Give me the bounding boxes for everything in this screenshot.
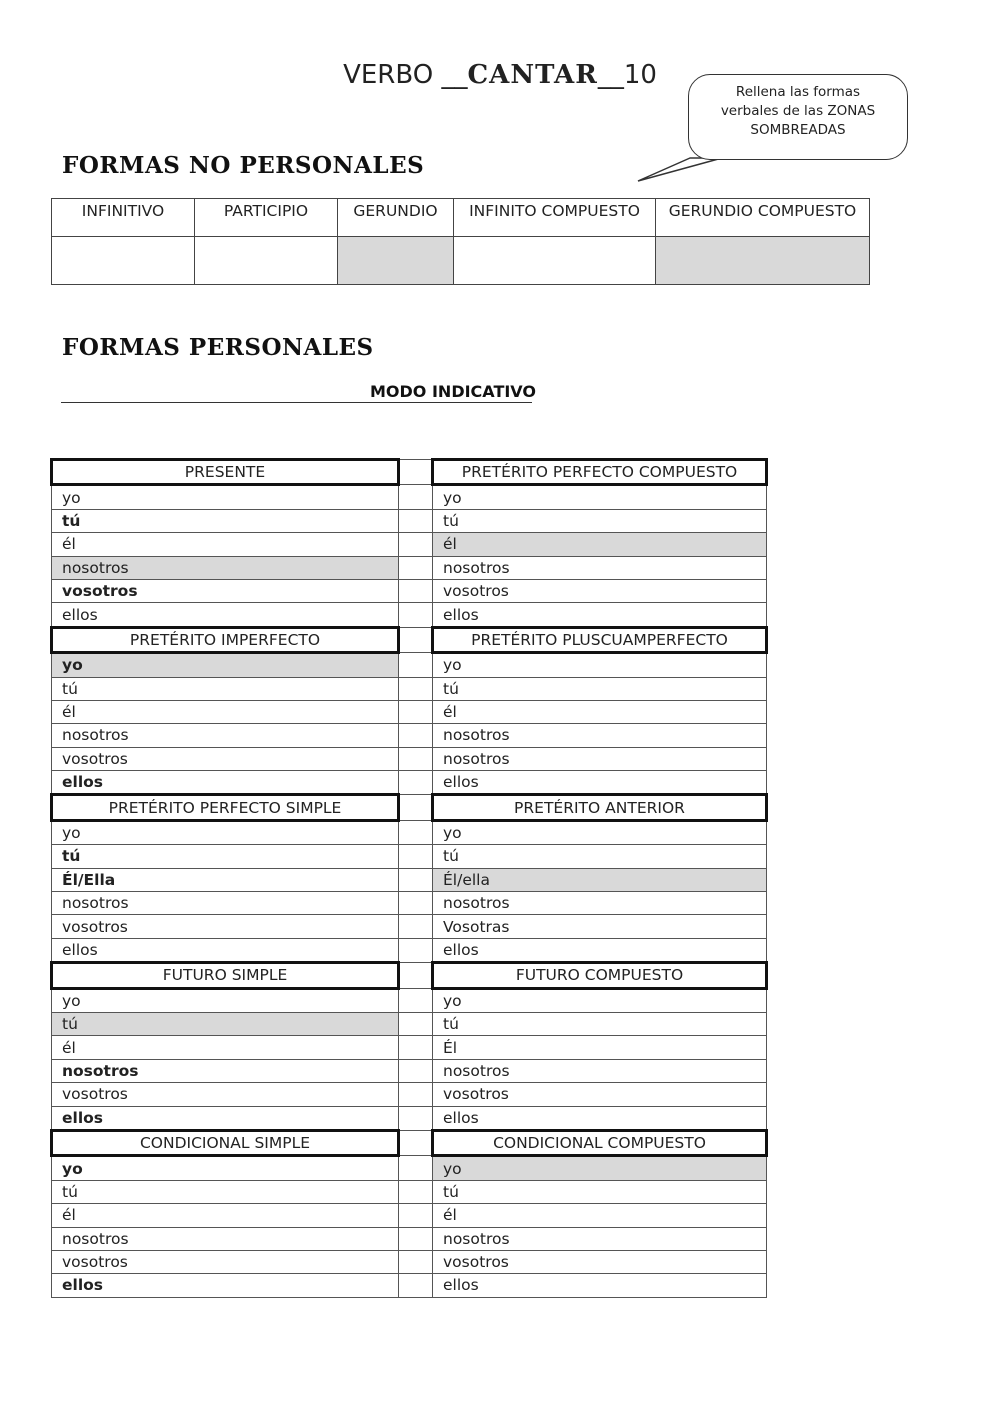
bubble-line-3: SOMBREADAS [750, 122, 846, 138]
person-cell-right[interactable]: nosotros [433, 1227, 767, 1250]
person-cell-left[interactable]: tú [52, 1012, 399, 1035]
person-cell-right[interactable]: nosotros [433, 747, 767, 770]
person-cell-left[interactable]: yo [52, 485, 399, 509]
gap-cell [399, 1227, 433, 1250]
gap-cell [399, 1130, 433, 1155]
person-row [52, 892, 767, 915]
tense-header-row [52, 795, 767, 820]
indicativo-table [50, 458, 768, 1298]
tense-title-right: CONDICIONAL COMPUESTO [433, 1130, 767, 1155]
person-row [52, 485, 767, 509]
person-row [52, 509, 767, 532]
header-participio: PARTICIPIO [195, 199, 338, 237]
person-cell-left[interactable]: nosotros [52, 1227, 399, 1250]
person-cell-left[interactable]: tú [52, 677, 399, 700]
person-row [52, 1250, 767, 1273]
person-cell-right[interactable]: ellos [433, 603, 767, 627]
person-cell-right[interactable]: él [433, 1204, 767, 1227]
person-row [52, 1012, 767, 1035]
value-infinitivo[interactable] [52, 237, 195, 285]
person-cell-left[interactable]: tú [52, 845, 399, 868]
person-cell-right[interactable]: Él/ella [433, 868, 767, 891]
person-cell-left[interactable]: ellos [52, 1106, 399, 1130]
person-cell-right[interactable]: ellos [433, 1274, 767, 1297]
gap-cell [399, 795, 433, 820]
person-cell-left[interactable]: vosotros [52, 1250, 399, 1273]
gap-cell [399, 892, 433, 915]
person-cell-left[interactable]: nosotros [52, 892, 399, 915]
person-row [52, 1180, 767, 1203]
bubble-line-1: Rellena las formas [735, 84, 861, 100]
gap-cell [399, 677, 433, 700]
gap-cell [399, 963, 433, 988]
person-cell-right[interactable]: tú [433, 1180, 767, 1203]
person-cell-right[interactable]: ellos [433, 938, 767, 962]
person-cell-right[interactable]: nosotros [433, 556, 767, 579]
tense-title-left: FUTURO SIMPLE [52, 963, 399, 988]
value-infinitivo-compuesto[interactable] [454, 237, 656, 285]
person-cell-right[interactable]: él [433, 700, 767, 723]
person-row [52, 1036, 767, 1059]
tense-header-row [52, 460, 767, 485]
modo-indicativo-title: MODO INDICATIVO [370, 382, 537, 401]
person-row [52, 1156, 767, 1180]
person-row [52, 938, 767, 962]
person-row [52, 1204, 767, 1227]
tense-header-row [52, 627, 767, 652]
title-prefix: VERBO __ [343, 60, 468, 90]
gap-cell [399, 1036, 433, 1059]
person-cell-left[interactable]: tú [52, 1180, 399, 1203]
no-personales-heading: FORMAS NO PERSONALES [62, 152, 425, 179]
person-row [52, 677, 767, 700]
gap-cell [399, 1083, 433, 1106]
person-cell-left[interactable]: nosotros [52, 556, 399, 579]
modo-underline [61, 402, 532, 403]
header-infinitivo: INFINITIVO [52, 199, 195, 237]
gap-cell [399, 1059, 433, 1082]
gap-cell [399, 988, 433, 1012]
person-row [52, 1059, 767, 1082]
person-cell-left[interactable]: yo [52, 1156, 399, 1180]
person-cell-right[interactable]: ellos [433, 771, 767, 795]
tense-title-right: PRETÉRITO PLUSCUAMPERFECTO [433, 627, 767, 652]
header-infinitivo-compuesto: INFINITO COMPUESTO [454, 199, 656, 237]
person-cell-right[interactable]: él [433, 533, 767, 556]
gap-cell [399, 579, 433, 602]
person-cell-right[interactable]: tú [433, 845, 767, 868]
person-cell-right[interactable]: nosotros [433, 724, 767, 747]
person-cell-right[interactable]: tú [433, 1012, 767, 1035]
gap-cell [399, 1012, 433, 1035]
title-suffix: __10 [597, 60, 657, 90]
person-row [52, 988, 767, 1012]
person-row [52, 556, 767, 579]
person-cell-right[interactable]: vosotros [433, 1250, 767, 1273]
no-personales-table [51, 198, 870, 285]
instruction-bubble [688, 74, 908, 160]
person-cell-left[interactable]: yo [52, 820, 399, 844]
person-cell-right[interactable]: yo [433, 820, 767, 844]
person-cell-right[interactable]: vosotros [433, 579, 767, 602]
person-row [52, 845, 767, 868]
person-cell-right[interactable]: vosotros [433, 1083, 767, 1106]
person-cell-left[interactable]: yo [52, 653, 399, 677]
person-row [52, 533, 767, 556]
gap-cell [399, 1250, 433, 1273]
person-row [52, 1227, 767, 1250]
person-row [52, 724, 767, 747]
gap-cell [399, 1274, 433, 1297]
person-cell-left[interactable]: él [52, 1036, 399, 1059]
person-cell-right[interactable]: yo [433, 1156, 767, 1180]
bubble-line-2: verbales de las ZONAS [720, 103, 876, 119]
gap-cell [399, 724, 433, 747]
person-row [52, 868, 767, 891]
person-row [52, 1106, 767, 1130]
tense-title-left: CONDICIONAL SIMPLE [52, 1130, 399, 1155]
gap-cell [399, 915, 433, 938]
person-cell-left[interactable]: tú [52, 509, 399, 532]
person-cell-right[interactable]: ellos [433, 1106, 767, 1130]
gap-cell [399, 556, 433, 579]
tense-title-right: PRETÉRITO PERFECTO COMPUESTO [433, 460, 767, 485]
person-cell-right[interactable]: yo [433, 485, 767, 509]
tense-title-right: PRETÉRITO ANTERIOR [433, 795, 767, 820]
person-cell-left[interactable]: yo [52, 988, 399, 1012]
person-cell-left[interactable]: ellos [52, 771, 399, 795]
header-gerundio-compuesto: GERUNDIO COMPUESTO [656, 199, 870, 237]
person-row [52, 653, 767, 677]
person-cell-left[interactable]: él [52, 700, 399, 723]
person-row [52, 1274, 767, 1297]
person-row [52, 1083, 767, 1106]
gap-cell [399, 1204, 433, 1227]
gap-cell [399, 485, 433, 509]
person-cell-left[interactable]: vosotros [52, 747, 399, 770]
person-cell-left[interactable]: Él/Ella [52, 868, 399, 891]
person-row [52, 915, 767, 938]
person-cell-left[interactable]: vosotros [52, 1083, 399, 1106]
person-row [52, 603, 767, 627]
gap-cell [399, 509, 433, 532]
tense-title-left: PRETÉRITO IMPERFECTO [52, 627, 399, 652]
tense-title-right: FUTURO COMPUESTO [433, 963, 767, 988]
personales-heading: FORMAS PERSONALES [62, 334, 374, 361]
tense-title-left: PRETÉRITO PERFECTO SIMPLE [52, 795, 399, 820]
person-cell-right[interactable]: nosotros [433, 892, 767, 915]
person-row [52, 747, 767, 770]
tense-header-row [52, 963, 767, 988]
gap-cell [399, 700, 433, 723]
person-cell-left[interactable]: vosotros [52, 579, 399, 602]
gap-cell [399, 460, 433, 485]
gap-cell [399, 820, 433, 844]
gap-cell [399, 938, 433, 962]
person-row [52, 771, 767, 795]
person-cell-left[interactable]: nosotros [52, 724, 399, 747]
gap-cell [399, 627, 433, 652]
tense-header-row [52, 1130, 767, 1155]
verb-name: CANTAR [467, 60, 598, 90]
person-row [52, 700, 767, 723]
person-cell-left[interactable]: él [52, 1204, 399, 1227]
person-cell-right[interactable]: yo [433, 653, 767, 677]
gap-cell [399, 1106, 433, 1130]
value-gerundio[interactable] [338, 237, 454, 285]
person-cell-right[interactable]: nosotros [433, 1059, 767, 1082]
person-cell-right[interactable]: tú [433, 509, 767, 532]
gap-cell [399, 603, 433, 627]
person-cell-left[interactable]: él [52, 533, 399, 556]
value-participio[interactable] [195, 237, 338, 285]
gap-cell [399, 653, 433, 677]
person-cell-right[interactable]: Vosotras [433, 915, 767, 938]
person-cell-left[interactable]: vosotros [52, 915, 399, 938]
person-cell-left[interactable]: nosotros [52, 1059, 399, 1082]
person-row [52, 579, 767, 602]
person-cell-right[interactable]: tú [433, 677, 767, 700]
gap-cell [399, 1180, 433, 1203]
person-row [52, 820, 767, 844]
person-cell-right[interactable]: yo [433, 988, 767, 1012]
person-cell-left[interactable]: ellos [52, 938, 399, 962]
gap-cell [399, 747, 433, 770]
value-gerundio-compuesto[interactable] [656, 237, 870, 285]
gap-cell [399, 845, 433, 868]
person-cell-left[interactable]: ellos [52, 1274, 399, 1297]
gap-cell [399, 771, 433, 795]
person-cell-left[interactable]: ellos [52, 603, 399, 627]
gap-cell [399, 1156, 433, 1180]
gap-cell [399, 868, 433, 891]
tense-title-left: PRESENTE [52, 460, 399, 485]
gap-cell [399, 533, 433, 556]
header-gerundio: GERUNDIO [338, 199, 454, 237]
person-cell-right[interactable]: Él [433, 1036, 767, 1059]
